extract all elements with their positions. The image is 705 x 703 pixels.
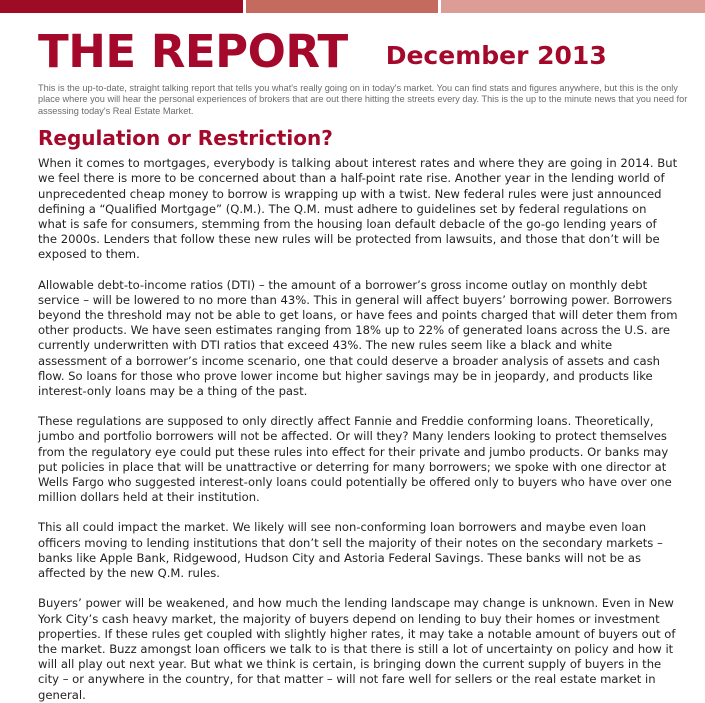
article-paragraph: Allowable debt-to-income ratios (DTI) – the amount of a borrower’s gross income outlay on monthly debt service – will be lowered to no more than 43%. This in general will affect buyers’ borrowing power. Borrowers beyond the threshold may not be able to get loans, or have fees and points charged that will deter them from other products. We have seen estimates ranging from 18% up to 22% of generated loans across the U.S. are currently underwritten with DTI ratios that exceed 43%. The new rules seem like a black and white assessment of a borrower’s income scenario, one that could deserve a broader analysis of assets and cash flow. So loans for those who prove lower income but higher savings may be in jeopardy, and products like interest-only loans may be a thing of the past. — [38, 277, 678, 399]
top-bar-segment-dark — [0, 0, 243, 13]
publication-title: THE REPORT — [38, 25, 348, 78]
masthead — [38, 25, 691, 78]
article-heading: Regulation or Restriction? — [38, 126, 333, 151]
article-paragraph: Buyers’ power will be weakened, and how much the lending landscape may change is unknown. Even in New York City’s cash heavy market, the majority of buyers depend on lending to buy their homes or investment properties. If these rules get coupled with slightly higher rates, it may take a notable amount of buyers out of the market. Buzz amongst loan officers we talk to is that there is still a lot of uncertainty on policy and how it will all play out next year. But what we think is certain, is bringing down the current supply of buyers in the city – or anywhere in the country, for that matter – will not fare well for sellers or the real estate market in general. — [38, 596, 676, 702]
article-paragraph: These regulations are supposed to only directly affect Fannie and Freddie conforming loans. Theoretically, jumbo and portfolio borrowers will not be affected. Or will they? Many lenders looking to protect themselves from the regulatory eye could put these rules into effect for their private and jumbo products. Or banks may put policies in place that will be unattractive or deterring for many borrowers; we spoke with one director at Wells Fargo who suggested interest-only loans could potentially be offered only to buyers who have over one million dollars held at their institution. — [38, 414, 672, 505]
top-bar-segment-mid — [246, 0, 438, 13]
top-color-bar — [0, 0, 705, 13]
document-page — [0, 25, 705, 703]
issue-date: December 2013 — [385, 41, 607, 70]
top-bar-segment-light — [441, 0, 705, 13]
article-body — [38, 156, 678, 703]
article-paragraph: This all could impact the market. We likely will see non-conforming loan borrowers and maybe even loan officers moving to lending institutions that don’t sell the majority of their notes on the secondary markets – banks like Apple Bank, Ridgewood, Hudson City and Astoria Federal Savings. These banks will not be as affected by the new Q.M. rules. — [38, 520, 663, 581]
article-paragraph: When it comes to mortgages, everybody is talking about interest rates and where they are going in 2014. But we feel there is more to be concerned about than a half-point rate rise. Another year in the lending world of unprecedented cheap money to borrow is wrapping up with a twist. New federal rules were just announced defining a “Qualified Mortgage” (Q.M.). The Q.M. must adhere to guidelines set by federal regulations on what is safe for consumers, stemming from the housing loan default debacle of the go-go lending years of the 2000s. Lenders that follow these new rules will be protected from lawsuits, and those that don’t will be exposed to them. — [38, 156, 678, 262]
publication-tagline: This is the up-to-date, straight talking report that tells you what's really going on in today's market. You can find stats and figures anywhere, but this is the only place where you will hear the personal experiences of brokers that are out there hitting the streets every day. This is the up to the minute news that you need for assessing today's Real Estate Market. — [38, 83, 688, 116]
